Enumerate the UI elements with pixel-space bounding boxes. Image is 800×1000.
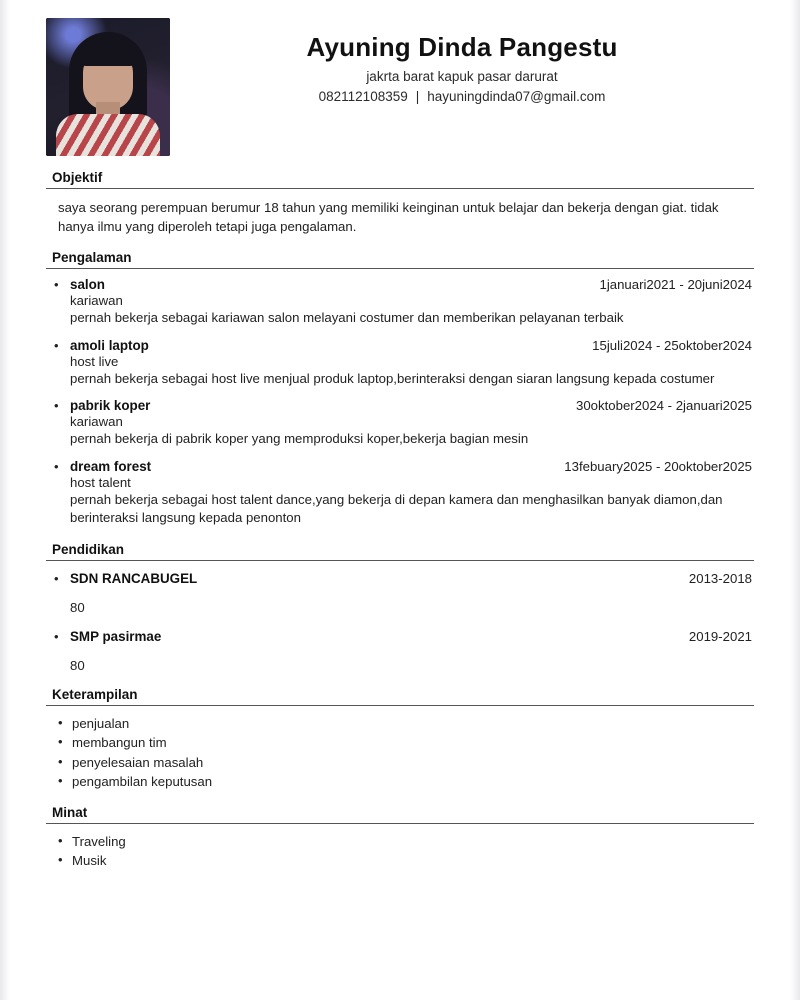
list-item: • Traveling [46,833,754,850]
section-title-skills: Keterampilan [52,686,138,702]
experience-row-header [70,459,754,474]
education-row-header [70,629,754,644]
experience-row-header [70,277,754,292]
education-row-header [70,571,754,586]
photo-fringe-shape [79,44,137,66]
section-divider-objective [46,188,754,189]
list-item [46,459,754,528]
experience-role: • pabrik koper [70,398,151,414]
experience-list [46,277,754,527]
education-years: 2019-2021 [688,628,752,644]
experience-role: • amoli laptop [70,337,149,353]
skills-list [46,715,754,791]
list-item: • Musik [46,852,754,869]
list-item [46,277,754,327]
list-item [46,398,754,448]
section-divider-education [46,560,754,561]
education-list [46,571,754,673]
list-item [46,571,754,615]
section-title-experience: Pengalaman [52,250,132,266]
section-divider-experience [46,268,754,269]
education-years: 2013-2018 [688,570,752,586]
section-title-interests: Minat [52,804,88,820]
phone-number: 082112108359 [318,89,408,104]
objective-text: saya seorang perempuan berumur 18 tahun yang memiliki keinginan untuk belajar dan bekerja dengan giat. tidak hanya ilmu yang diperoleh tetapi juga pengalaman. [58,200,719,234]
experience-position: host talent [70,474,131,490]
page-title: Ayuning Dinda Pangestu [306,32,618,62]
experience-dates: 13febuary2025 - 20oktober2025 [564,458,752,474]
section-title-objective: Objektif [52,170,103,185]
interests-list [46,833,754,870]
experience-row-header [70,398,754,413]
header-text-block [170,18,754,104]
experience-dates: 15juli2024 - 25oktober2024 [592,337,752,353]
education-school: • SDN RANCABUGEL [70,570,198,586]
experience-dates: 30oktober2024 - 2januari2025 [576,398,752,414]
list-item: • membangun tim [46,734,754,751]
experience-description: pernah bekerja sebagai kariawan salon melayani costumer dan memberikan pelayanan terbaik [70,310,624,326]
list-item: • penjualan [46,715,754,732]
education-score: 80 [70,657,85,673]
education-score: 80 [70,599,85,615]
section-title-education: Pendidikan [52,541,125,557]
address-line: jakrta barat kapuk pasar darurat [366,69,558,84]
list-item: • penyelesaian masalah [46,754,754,771]
section-divider-skills [46,705,754,706]
experience-position: kariawan [70,414,123,430]
email-address: hayuningdinda07@gmail.com [427,89,606,104]
resume-header [46,18,754,156]
experience-description: pernah bekerja sebagai host talent dance,yang bekerja di depan kamera dan menghasilkan banyak diamon,dan berinteraksi langsung kepada penonton [70,491,723,526]
list-item [46,338,754,388]
education-school: • SMP pasirmae [70,628,162,644]
experience-description: pernah bekerja di pabrik koper yang memproduksi koper,bekerja bagian mesin [70,431,529,447]
contact-separator: | [415,89,420,104]
experience-role: • salon [70,277,105,293]
experience-position: kariawan [70,293,123,309]
experience-position: host live [70,353,119,369]
experience-role: • dream forest [70,458,152,474]
experience-row-header [70,338,754,353]
contact-line [170,89,754,104]
list-item: • pengambilan keputusan [46,773,754,790]
list-item [46,629,754,673]
profile-photo [46,18,170,156]
experience-dates: 1januari2021 - 20juni2024 [599,277,752,293]
experience-description: pernah bekerja sebagai host live menjual produk laptop,berinteraksi dengan siaran langsung kepada costumer [70,370,715,386]
photo-shirt-shape [56,114,160,156]
section-divider-interests [46,823,754,824]
